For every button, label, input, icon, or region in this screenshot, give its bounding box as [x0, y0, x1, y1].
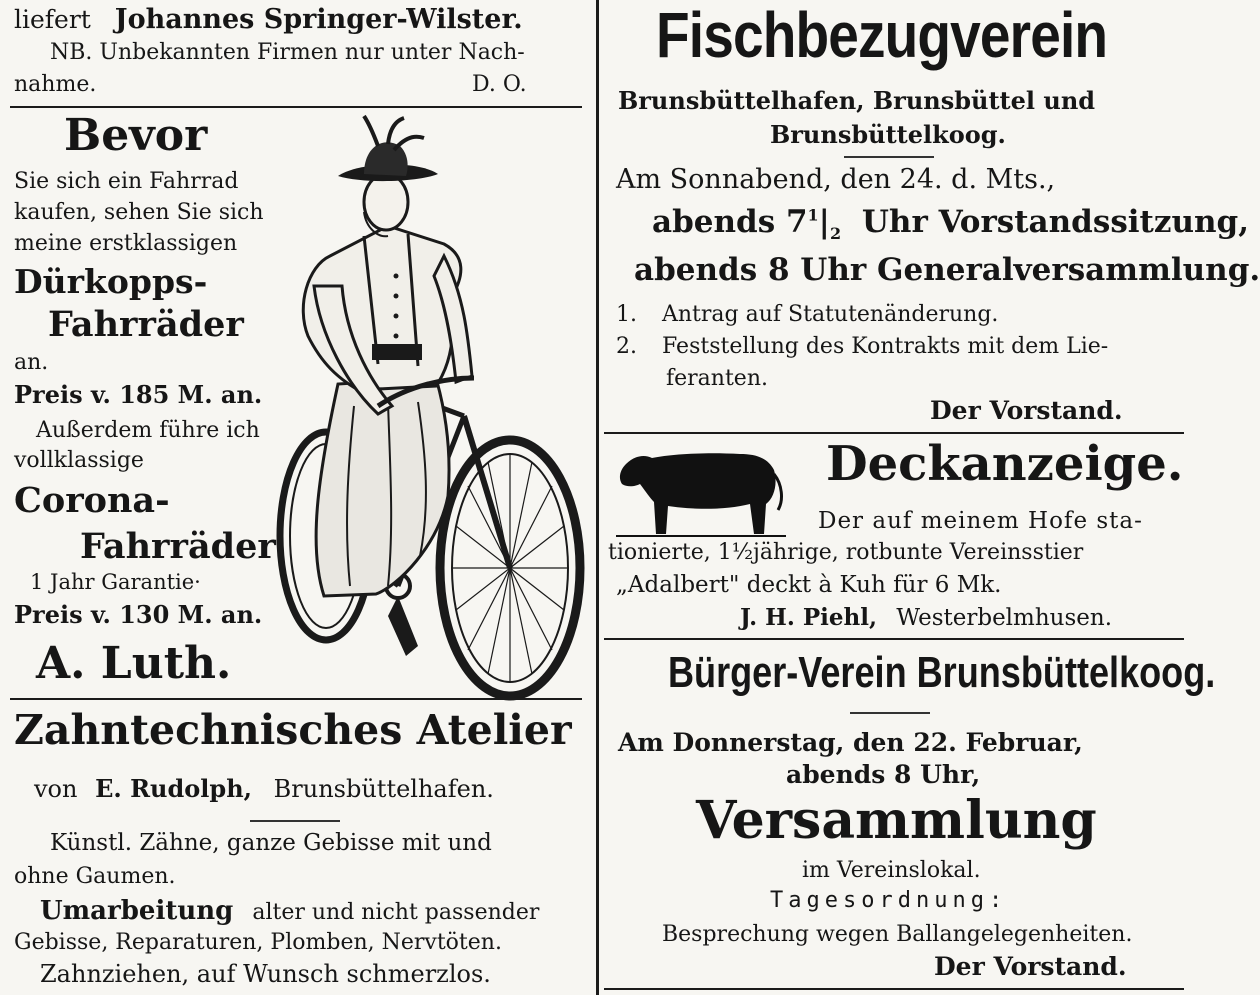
dental-p2-line1 [40, 896, 539, 926]
breeder-place: Westerbelmhusen. [896, 605, 1113, 631]
breeder-name: J. H. Piehl, [740, 604, 877, 631]
short-rule [844, 156, 934, 158]
guarantee: 1 Jahr Garantie· [30, 570, 201, 594]
supplier-name: Johannes Springer-Wilster. [114, 4, 523, 35]
agenda-item-1 [616, 302, 998, 327]
notice-prefix: liefert [14, 5, 91, 34]
dental-ad-heading: Zahntechnisches Atelier [14, 706, 572, 754]
column-divider [596, 0, 599, 995]
short-rule [850, 712, 930, 714]
fraction-den: 2 [829, 224, 842, 244]
separator-rule [604, 638, 1184, 640]
breeding-ad-title: Deckanzeige. [826, 436, 1184, 492]
dental-ad-subheading [34, 774, 494, 803]
dental-p2-line2: Gebisse, Reparaturen, Plomben, Nervtöten. [14, 930, 502, 955]
sub-prefix: von [34, 775, 78, 803]
dentist-name: E. Rudolph, [95, 774, 252, 803]
dentist-place: Brunsbüttelhafen. [273, 775, 494, 803]
citizens-ad-time: abends 8 Uhr, [786, 760, 981, 789]
separator-rule [604, 988, 1184, 990]
agenda-item-2 [616, 334, 1108, 359]
item-number: 2. [616, 334, 637, 359]
fraction-num: 1 [807, 205, 819, 225]
citizens-ad-title: Bürger-Verein Brunsbüttelkoog. [668, 648, 1216, 697]
fish-ad-sub1: Brunsbüttelhafen, Brunsbüttel und [618, 86, 1096, 115]
also-line-1: Außerdem führe ich [36, 418, 260, 443]
brand-duerkopp-line1: Dürkopps- [14, 262, 208, 301]
intro-line: meine erstklassigen [14, 231, 238, 256]
citizens-ad-agenda: Besprechung wegen Ballangelegenheiten. [662, 922, 1133, 947]
breeding-ad-signature [740, 604, 1112, 631]
fish-ad-meeting1: abends $7^1|_2$ Uhr Vorstandssitzung, [652, 204, 1250, 244]
separator-rule [604, 432, 1184, 434]
dental-p2-rest: alter und nicht passender [252, 900, 540, 925]
price-corona: Preis v. 130 M. an. [14, 600, 263, 629]
dental-p3: Zahnziehen, auf Wunsch schmerzlos. [40, 960, 491, 988]
breeding-ad-line3: „Adalbert" deckt à Kuh für 6 Mk. [616, 572, 1002, 598]
left-column [10, 0, 588, 995]
fish-ad-title: Fischbezugverein [656, 0, 1108, 71]
price-duerkopp: Preis v. 185 M. an. [14, 380, 263, 409]
notice-line-2: NB. Unbekannten Firmen nur unter Nach- [50, 40, 525, 65]
notice-signature: D. O. [472, 72, 527, 97]
dental-p1-line1: Künstl. Zähne, ganze Gebisse mit und [50, 830, 492, 856]
right-column [604, 0, 1260, 995]
also-line-2: vollklassige [14, 448, 144, 473]
breeding-ad-line2: tionierte, 1½jährige, rotbunte Vereinsstier [608, 540, 1084, 565]
seller-name: A. Luth. [36, 638, 232, 689]
brand-an: an. [14, 350, 49, 375]
citizens-ad-date: Am Donnerstag, den 22. Februar, [618, 728, 1083, 757]
short-rule [250, 820, 340, 822]
cyclist-illustration [268, 116, 586, 702]
item-number: 1. [616, 302, 637, 327]
notice-line-1 [14, 4, 523, 35]
dental-p1-line2: ohne Gaumen. [14, 864, 176, 889]
brand-corona-line1: Corona- [14, 480, 170, 521]
bull-illustration [616, 444, 786, 540]
agenda-item-2-cont: feranten. [666, 366, 768, 391]
citizens-ad-event: Versammlung [696, 790, 1097, 851]
brand-duerkopp-line2: Fahrräder [48, 304, 244, 345]
citizens-ad-agenda-title: Tagesordnung: [770, 888, 1008, 913]
meeting1-pre: abends 7 [652, 204, 808, 240]
separator-rule [10, 106, 582, 108]
breeding-ad-line1: Der auf meinem Hofe sta- [818, 508, 1143, 534]
separator-rule [10, 698, 582, 700]
fish-ad-meeting2: abends 8 Uhr Generalversammlung. [634, 252, 1260, 288]
citizens-ad-signature: Der Vorstand. [934, 952, 1127, 981]
meeting1-post: Uhr Vorstandssitzung, [861, 204, 1250, 240]
citizens-ad-location: im Vereinslokal. [802, 858, 981, 883]
notice-line-3: nahme. [14, 72, 97, 97]
bicycle-ad-intro [14, 166, 264, 259]
dental-p2-lead: Umarbeitung [40, 896, 234, 926]
fish-ad-sub2: Brunsbüttelkoog. [770, 120, 1006, 149]
fish-ad-signature: Der Vorstand. [930, 396, 1123, 425]
item-text: Antrag auf Statutenänderung. [662, 302, 999, 327]
intro-line: kaufen, sehen Sie sich [14, 200, 264, 225]
intro-line: Sie sich ein Fahrrad [14, 169, 239, 194]
bicycle-ad-heading: Bevor [64, 110, 208, 161]
brand-corona-line2: Fahrräder [80, 526, 276, 567]
item-text: Feststellung des Kontrakts mit dem Lie- [662, 334, 1109, 359]
fish-ad-date: Am Sonnabend, den 24. d. Mts., [616, 164, 1056, 195]
